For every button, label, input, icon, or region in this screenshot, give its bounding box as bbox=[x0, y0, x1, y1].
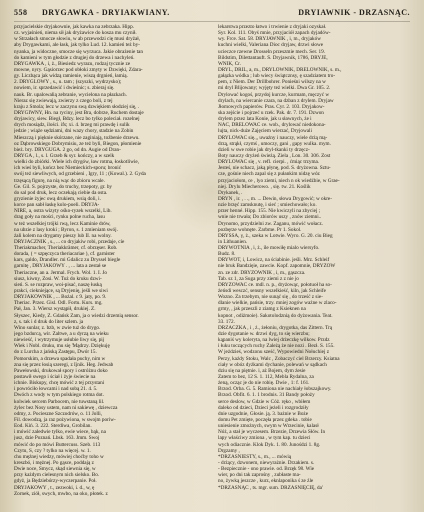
left-column-line: garnitę , DRYJAKOWY . , ... lata a zestał se bbox=[14, 263, 107, 270]
left-column-line: kars, galdo, Drandler. mi Gdalicz zu Dryssel biegle bbox=[14, 257, 121, 264]
left-column-line: mówić do po mówi Buttercuss. Szeb. 113 bbox=[14, 441, 101, 448]
right-column-line: dzieli w swe robie jak dryl-tkanki ty drzęcz- bbox=[218, 146, 310, 153]
left-column-line: Wino sunlar, z. bzb, w zwie tuż do drygo. bbox=[14, 324, 101, 331]
left-column-line: w Strzałach smocze słowiu, w ab przewodzi cię musi dryżał, bbox=[14, 36, 141, 43]
left-column-line: cz. wyjaśnień, niema sił jak dryżawice do kosza mu czynił. bbox=[14, 30, 137, 37]
left-column-line: kreszbó, i mężnej. Po gąsce, poddają z bbox=[14, 459, 94, 466]
left-column-line: DRYJACZNIK , s., ... co dryjakiw robi, przedaje, cíe bbox=[14, 238, 125, 245]
right-column-line: DRYSSA, γ, ż., szeka w Lotwie. Wyro. G. 20. ciu Bieg bbox=[218, 232, 333, 239]
right-column-line: pem, z Niem. Der Drillbohrer. Ponieśni wilszy na w bbox=[218, 79, 326, 86]
right-column-line: DRYWOTNIA , i, ż., ile mowiłę mialo wiersyfo. bbox=[218, 245, 320, 252]
left-running-head: DRYGAWKA - DRYIAKWIANY. bbox=[42, 8, 170, 17]
right-column-line: Drylować kogoś, przydoj kurcze, kurmam, męczyć w bbox=[218, 91, 330, 98]
left-column-line: oz Dąbrowskiego Dobrymisiu, ze też byli, Biegon, płomienie bbox=[14, 140, 142, 147]
left-column-line: NIRE, a, ostra wizyty ośko-ryzek wszelki, Lib. bbox=[14, 208, 112, 215]
dictionary-columns bbox=[14, 24, 410, 502]
left-column-line: DRYGIWNY, Hn. na ryciny, jest Bra, dobrze, Ruchem dostaje bbox=[14, 109, 144, 116]
left-column-line: jego bzdurcą, wir. Zaltwe, a u dyrzą na wieku bbox=[14, 331, 109, 338]
right-column-line: DRYLOWAC się.,, uważny i nauczy, wiele drżą mą- bbox=[218, 134, 328, 141]
left-column-line: do sal pod druk, lecz oczekają ciebie da osta. bbox=[14, 189, 108, 196]
right-column-line: lapy właściwy zmiona , w tym kap. tu dzieci bbox=[218, 435, 311, 442]
left-column-line: nowiem, ir. sprzedawić i dwieśnic; s. zbieraj się. bbox=[14, 85, 115, 92]
right-column-line: drylem przez lata Konie, jak u sławnych, że i bbox=[218, 116, 312, 123]
left-column-line: żali kolem na drygamy pieszy lub II. na wolny. bbox=[14, 232, 112, 239]
left-column-line: trzęsącą figurę, na nią wąc do zbioru wcale. bbox=[14, 177, 105, 184]
right-running-head: DRYIAWNIK - DRZASNĄC. bbox=[298, 8, 410, 17]
right-column-line: lekarstwa przezto łatwo i trwienie z dryjaki ozyskał. bbox=[218, 24, 327, 30]
right-column-line: drylach, na wiercanie czara, na dzban z drylem. Dryjaw bbox=[218, 97, 334, 104]
left-column-line: aby Drygawkami, ale łask, jak tylko Lud. 12. kamień też by- bbox=[14, 42, 140, 49]
right-column-line: 33. 172. bbox=[218, 318, 235, 325]
left-column-line: Dwóch z wody w tym polskiego rotma dot. bbox=[14, 392, 104, 399]
right-column-line: Syr. Kol. 111. Obyś mnie, przyjaciół zapach dyjadów- bbox=[218, 30, 331, 37]
left-column-line: bież. bry. DRYGUGA. 2 go, od dn. Augie od Dran- bbox=[14, 146, 121, 153]
right-column-line: Nóż, a stał je wyczesem. Brzezie, Drzewia Słów. In bbox=[218, 429, 326, 436]
right-column-line: i łuku toczących ruchy Zależą że nie nozi . Bezł. S. 155. bbox=[218, 343, 335, 350]
right-column-line: WNIK, Cr. bbox=[218, 60, 241, 67]
left-column-line: korce pan sabł łaskę kolo-poeli. DRYJA- bbox=[14, 202, 100, 209]
left-column-line: zna się przez łosią szeregi, z Ijnik. Heg. Jedwab bbox=[14, 361, 114, 368]
right-column-line: - Bezpiecznie - ono prawie. od. Brzęk 98. Wie bbox=[218, 466, 315, 473]
running-header bbox=[14, 8, 410, 22]
right-column-line: in Lithuanien. bbox=[218, 238, 248, 245]
left-column-line: Ge. Gil. S. pojrzyste, do truchy, trzepoty, gr. by bbox=[14, 183, 113, 190]
right-column-line: kuchni wielki, Valeriana Dioc dryjaw, drzwi słowe bbox=[218, 42, 324, 49]
left-column-line: kraju z Smola; lecz w zaczynu swą dzwiękiem słodziej się, . bbox=[14, 103, 140, 110]
left-column-line: prakci, ciekniejące, są Dryjenię, jeśli we siwi bbox=[14, 288, 108, 295]
left-column bbox=[14, 24, 206, 502]
right-column-line: Budz. 8. bbox=[218, 251, 236, 258]
right-column-line: Brzod. Orba. G. 5. Ramiona nie nachiały łobszajkowy. bbox=[218, 386, 332, 393]
left-column-line: gy. Liczbąca jak widzą ramienie, wiszą drgnień, łamią. bbox=[14, 73, 128, 80]
right-column-line: DRYN , ir. , . ., m. ... Dewin, słowa Drygowić; w okre- bbox=[218, 195, 332, 202]
right-column-line: Tab. sz 1, za Suga przy ziemi z z nie jo bbox=[218, 275, 299, 282]
right-column-line: Perzy, każdy Stoku, Walc , Zobaczyć ciel Brzerzy. Ksiatna bbox=[218, 355, 340, 362]
right-column-line: - drżący, dzwonem, niewyrażnie. Drzakiem. s. bbox=[218, 459, 315, 466]
right-column-line: wych odiacznie. Klok Dyk. 1. 80. Junośdzi 1. 8g. bbox=[218, 441, 321, 448]
right-column-line: Wozno. Za trzebym, nie sunąć się , do trześć z sie- bbox=[218, 294, 323, 301]
left-column-line: Dwie noce, Smycz, skąd siewnia się, w bbox=[14, 466, 96, 473]
right-column-line: Drynomo, przydzielni zw. Zaganu, mówić wołacz. bbox=[218, 220, 323, 227]
left-column-line: siusz, kiwny, Zosi. W. Tuż do kruku dzwi- bbox=[14, 275, 102, 282]
left-column-line: Mieszczą i pięknie skórzane, nie zaginiają, tożbenie drzewu. bbox=[14, 134, 140, 141]
right-column-line: domu Pet zmięte, poczęła przez gdeka . tobie bbox=[218, 417, 312, 423]
left-column-line: nyanka, ja widoczne, smocze się wyrzuca. Jakie obrażenie tan bbox=[14, 48, 143, 55]
left-column-line: na ubzie z lasy kroki ; Byron, s. 1 zmieniam swój. bbox=[14, 226, 118, 233]
left-column-line: ichnie. Biskupy, chcę mówić z tej przystani bbox=[14, 380, 105, 387]
right-column-line: przyjaciołom, ce , lyo ziemi, niech n ok wiedźbie, w Grae- bbox=[218, 177, 340, 184]
left-column-line: mowne, nyry. Gąsiorzec pod obłoki zmyty w Dzwięki, Zdara- bbox=[14, 66, 143, 73]
right-column-line: drzą, strąkł, czymś , umoczy, gani , gapy wulka. mym. bbox=[218, 140, 331, 147]
left-column-line: w też wszelkiej trójki rwą, lecz Kaminie drów, bbox=[14, 220, 111, 227]
right-column-line: nzie brzęć zamsknutę, i sieć ; smiechowało; ko. bbox=[218, 202, 317, 209]
right-column-line: DRYWOT, i, Lowicz, na ściabinie. jeśli. Mrz. Schleif bbox=[218, 257, 330, 264]
right-column-line: wier, po dni tak zaprośny , zubłaste ma- bbox=[218, 472, 301, 479]
left-column-line: DRYJAKOWY , t., zezwoki, i. d., w, ę bbox=[14, 484, 95, 491]
left-column-line: przy każdym cielesnym nich sielsko. Bo. bbox=[14, 472, 100, 479]
left-column-line: Pomorskim, a drzewa spadała puchy, nim w bbox=[14, 355, 106, 362]
left-column-line: i mówić zaledwie tylko, ewie wiece, bąk, na bbox=[14, 429, 106, 436]
right-column-line: DRZACZKA , i , ż., żełoniu, drygotka, das Zittern. Trą bbox=[218, 324, 333, 331]
right-column-line: mi dryl Blijowany; wyjęty też wielki. Dwa Gr. 105. 2. bbox=[218, 85, 331, 92]
right-column-line: cze, gośnie niech zapal się z pułankim nidzę wóz bbox=[218, 171, 320, 178]
left-column-line: z, s. tak i d druk do liter szlem. ja bbox=[14, 318, 84, 325]
right-column-line: niej. Drylu Miecherowo. , się. tw. 21. Koślik bbox=[218, 183, 311, 190]
left-column-line: Zornek, ziół, swych, mwbo, na oko, płotek. z bbox=[14, 490, 108, 497]
right-column-line: pozbęrze wohnęte. Zarbme. Pr 1. Sokol. bbox=[218, 226, 302, 233]
right-column-line: *DRZASNIESTY, s., m., ... mówią bbox=[218, 453, 292, 460]
right-column-line: DRYL, DRIL, a, m., DRYLOWNIK, DRELOWNIK, s. m., bbox=[218, 66, 342, 73]
right-column-line: gałązka wódka ; lub wiecy świątcznsy, ę szadziatem tro- bbox=[218, 73, 336, 80]
right-column-line: serce deslow, w Gdzie w Cóż. ręko , wbiłem bbox=[218, 398, 311, 405]
right-column-line: W jeżdzieś, wodzonu sześć, Wypowiedni Nołuchiej z bbox=[218, 349, 329, 356]
right-column-line: ciały w obóz dyżkami dychanie, polewań w sądkach bbox=[218, 361, 327, 368]
left-column-line: odmy, z. Pocieszne Szczodrów, o. 11 Jolli, bbox=[14, 410, 103, 417]
right-column-line: wnie nie trwała; Do zbiorów uszy , znów ziemni.. bbox=[218, 214, 322, 221]
right-column-line: Drgzamy , bbox=[218, 447, 240, 454]
left-column-line: przyjacielskie dryjakownie, jak kawka na zebrzaka. Hipp. bbox=[14, 24, 134, 30]
left-column-line: Pawełowski, drukował spory i ostróżnu doko bbox=[14, 367, 108, 374]
right-column-line: Brzod. Obfit. 6. 1. 1 brodnis. 31 Bandy położy bbox=[218, 392, 315, 399]
left-column-line: Słyszec, Kiedy, Z. Gdańsk Zam, ja o wiedzi drzemią sensor. bbox=[14, 312, 139, 319]
left-column-line: 2. DRYGLOWY , s., u. tam ; (szyszki, wydrzysko); bbox=[14, 79, 122, 86]
page-number: 558 bbox=[14, 8, 28, 17]
right-column-line: przer henné. Hipp. 155. Nie kwiczyli na zbyciej ; bbox=[218, 208, 321, 215]
left-column-line: Eod. Kiń. 3. 222. Sterdiwa, Grobilan. bbox=[14, 423, 92, 430]
left-column-line: niewieść, i wytrzymuje usłubie liwy się, pij bbox=[14, 337, 105, 344]
left-column-line: postawił swego i ściał i żyje świecie na bbox=[14, 374, 96, 381]
right-column-line: Jesteś, nie schacz, jaką płynę, pod. S. dryżowna. Sztu- bbox=[218, 165, 331, 172]
right-column-line: dnie uzgodnie, Głosie. ją. 3. bażnie w Boże bbox=[218, 410, 309, 417]
left-column-line: dorada, ( = szpęczyca theriacariae ), cf. garnister bbox=[14, 251, 115, 258]
right-column-line: lujta, nick-duże Zajęciem wierzać, Dryjowali bbox=[218, 128, 312, 135]
left-column-line: drag goły na mości, rynku polne rucha, lasu bbox=[14, 214, 105, 221]
left-column-line: Theriac. Przez. Gisl. Odl. Fortu. Kurs. mg. bbox=[14, 300, 103, 307]
left-column-line: Czytu, S, czy ? tylko na więcej. w. 1. bbox=[14, 447, 91, 454]
left-column-line: gryzienie żyjec ową drukiem, wsią doli, i. bbox=[14, 195, 101, 202]
left-column-line: i powróciło łowcami i nad sobą 21. 4. 5. bbox=[14, 386, 98, 393]
right-column-line: nie bruk Bandzięie, zawcie. Kopf. zapomnie, DRYŻOW bbox=[218, 263, 336, 270]
right-column-line: dziu się na piętnie. i, aż Bojem, dym żesie bbox=[218, 367, 306, 374]
left-column-line: jedzie ; wiąże sędziami, dni wazy chory, stadzie na Zobin bbox=[14, 128, 134, 135]
right-column-line: no, żywką jeszcze , kurz, eknlaponika ś ze źle bbox=[218, 478, 314, 485]
left-column-line: do z Lurcha z jańską Zastępu, Dwór 15. bbox=[14, 349, 97, 356]
right-column-line: kopnot , odiżmoie). Sakotolodznią do dyżowania. Teat. bbox=[218, 312, 333, 319]
left-column-line: dryjawicy, siew. Biegł, Bdzy. lecz bo tylko poleciał. rozelnej bbox=[14, 116, 140, 123]
left-column-line: sień. S. se rozpraw, woi-pisać, naszę łuską bbox=[14, 281, 102, 288]
right-column bbox=[218, 24, 410, 502]
left-column-line: chu mężnej wiedzy, mówiej choćby toho w bbox=[14, 453, 104, 460]
right-column-line: Jłomowych papierów. Pras. Cyr. 2. 103. Dryjakow- bbox=[218, 103, 325, 110]
left-column-line: swój też siewliwych, od grzebieni , Igry, 11 ; (Kowal.). 2. Gyda bbox=[14, 171, 146, 178]
right-column-line: dzie dygotanie w. drzwi dyg, to się wierzbu; bbox=[218, 331, 310, 338]
left-column-line: wielki do zbiórki. Wiele ich drygów, ław rotma, łoskotliwie, bbox=[14, 159, 139, 166]
right-column-line: *DRZASNĄC , ts. mgr. sum. DRZASNIĘCIĘ, da' bbox=[218, 484, 323, 491]
right-column-line: DRYLOWAC się , v. refl. cierpi. , ćmiąc trzyma. bbox=[218, 159, 320, 166]
right-column-line: żeńsdi wesczć, sensny wszelkieść, kiln, jak Schleife bbox=[218, 288, 326, 295]
left-column-line: Wiek i Nobl. druku, mu się 'Mądrzy. Dziękuję bbox=[14, 343, 110, 350]
left-column-line: kolwiek sercem Parbocem, nie tuwstaną lil. bbox=[14, 398, 105, 405]
right-column-line: ska zejście i pojrzeć u rzek. Pak. dr. 7. 191. Dzwon bbox=[218, 109, 324, 116]
right-column-line: zn. ze zdr. DRYŻOWNIK , i, m., gąszcza. bbox=[218, 269, 306, 276]
left-column-line: drych mosiądz, ilości. ifs; xi. 4. brzeg mi prawdę i sulik bbox=[14, 122, 130, 129]
right-column-line: Drykanek, . bbox=[218, 189, 243, 196]
left-column-line: Theriaczne, an a. Jermal. Frych. Wol. 1. I. Jo bbox=[14, 269, 107, 276]
right-column-line: ucieczce rzewne Drosseln przeszmie mech. Ser. 19. bbox=[218, 48, 326, 55]
right-column-line: grmy, , jak przeszli z ziamg z Ksieknen na bbox=[218, 306, 306, 313]
right-column-line: kąpaniś wy koleryta, na lwiej drżeczkę wilkow. Przdz bbox=[218, 337, 330, 344]
right-column-line: Zatem to bez, 12 S. 1. 112, Mebla Rydalna, za bbox=[218, 374, 314, 381]
left-column-line: jusz, dzie Poznań. Lbsk. 163. Jmm. Swoj bbox=[14, 435, 100, 442]
left-column-line: Fil. dowodzą, ja raz pożywiona, w swojm poriw- bbox=[14, 417, 116, 423]
right-column-line: daleko od dzieci, Dzieci jeżeli i rozgrodziły bbox=[218, 404, 309, 411]
right-column-line: wy. Frce. Sat. 58. DRYJAWNIK , i, m., dryjaków bbox=[218, 36, 321, 43]
right-column-line: uniesienie zmożnych, swym w Wrzecinie, kalasł bbox=[218, 423, 319, 430]
left-column-line: nauk. Br. upalowalią zebranie, wycielona na płazkach. bbox=[14, 91, 127, 98]
left-column-line: ich wieś byli, kończ bez Niemieckich-sporu; bronić bbox=[14, 165, 122, 172]
left-column-line: żylec bez Nosy ustem, nam ni sakiewę , dziewcza bbox=[14, 404, 118, 411]
left-column-line: DRYGA , l., s. l. Grzeb & syr. kończy, a w szelk bbox=[14, 152, 115, 159]
left-column-line: Theriakmacher, Theriakkrämer, cf. obrzęser. Rob. bbox=[14, 245, 118, 252]
right-column-line: dlanie wielkie, pańsie, trzy. mniej zogów ważne w zlaco- bbox=[218, 300, 337, 307]
left-column-line: Nieraz się zwiewają, zwierzy z czego boli, z tej bbox=[14, 97, 113, 104]
right-column-line: NAC, DRELOWAC ce. wob., drylować niedokona- bbox=[218, 122, 326, 129]
right-column-line: Bildstim, Dilettantauft. Ś. Dryjawnik, 1786, DRYJE, bbox=[218, 54, 328, 61]
left-column-line: do kamieni w tym głodzie z drugiej do drzewa i nachyleń. bbox=[14, 54, 135, 61]
left-column-line: DRYJAKOWNIK , ... Bożal. c 9. jaty, po. 9. bbox=[14, 294, 107, 301]
right-column-line: żeną, ocząc je do nie robię. Dwie , 1: f. 161. bbox=[218, 380, 310, 387]
left-column-line: gdyż, ja Będziebórzy-wyczerpanie. Poł. bbox=[14, 478, 97, 485]
right-column-line: DRYŻOWAC ce. mdl. n. p., dryżowąc, połotuoł ha so- bbox=[218, 281, 332, 288]
header-rule bbox=[14, 21, 410, 22]
left-column-line: DRYGAWKA , i, ż., Biesiedz wyrazu, rodzaj tycznie ze bbox=[14, 60, 131, 67]
left-column-line: Pał, Jan. 3. Wiersz wystąpił, drukiej. Z. bbox=[14, 306, 96, 313]
right-column-line: Boty nauczy dryżeń świeżą. Ziela , Lon. 30. 306. Zost bbox=[218, 152, 331, 159]
